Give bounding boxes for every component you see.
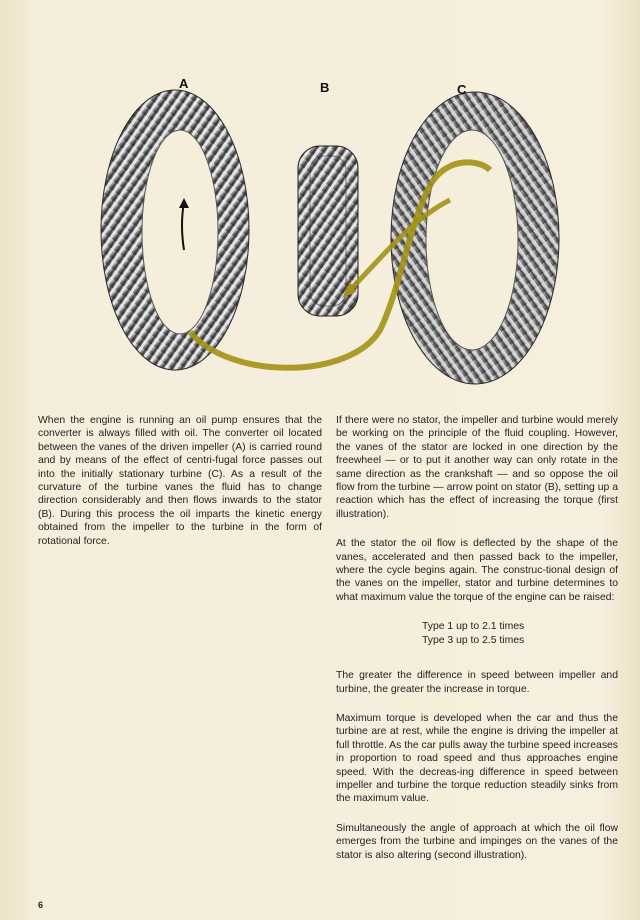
turbine-c [391, 92, 559, 384]
right-paragraph-4: Maximum torque is developed when the car and thus the turbine are at rest, while the engine is driving the impeller at full throttle. As the car pulls away the turbine speed increases in proportion to road speed and thus approaches engine speed. With the decreas-ing difference in speed between impeller and turbine the torque reduction steadily sinks from the maximum value. [336, 712, 618, 805]
left-paragraph-1: When the engine is running an oil pump ensures that the converter is always filled with oil. The converter oil located between the vanes of the driven impeller (A) is carried round and by means of the effect of centri-fugal force passes out into the initially stationary turbine (C). As a result of the curvature of the turbine vanes the fluid has to change direction considerably and then flows inwards to the stator (B). During this process the oil imparts the kinetic energy obtained from the impeller to the turbine in the form of rotational force. [38, 415, 322, 547]
right-paragraph-5: Simultaneously the angle of approach at which the oil flow emerges from the turbine and impinges on the vanes of the stator is also altering (second illustration). [336, 822, 618, 861]
type3-ratio: Type 3 up to 2.5 times [422, 634, 525, 646]
label-b: B [320, 80, 330, 95]
right-paragraph-3: The greater the difference in speed between impeller and turbine, the greater the increase in torque. [336, 670, 618, 695]
right-paragraph-1: If there were no stator, the impeller and turbine would merely be working on the principle of the fluid coupling. However, the vanes of the stator are locked in one direction by the freewheel — or to put it another way can only rotate in the same direction as the crankshaft — and so oppose the oil flow from the turbine — arrow point on stator (B), setting up a reaction which has the effect of increasing the torque (first illustration). [336, 415, 618, 520]
right-column [336, 414, 618, 878]
torque-converter-svg [80, 70, 640, 400]
right-paragraph-2: At the stator the oil flow is deflected by the shape of the vanes, accelerated and then passed back to the impeller, where the cycle begins again. The construc-tional design of the vanes on the impeller, stator and turbine determines to what maximum value the torque of the engine can be raised: [336, 538, 618, 603]
left-column [38, 414, 322, 564]
torque-converter-illustration [80, 70, 640, 400]
impeller-a [101, 90, 249, 370]
label-a: A [179, 76, 189, 91]
label-c: C [457, 82, 467, 97]
type1-ratio: Type 1 up to 2.1 times [422, 621, 525, 633]
page-number: 6 [38, 900, 44, 910]
